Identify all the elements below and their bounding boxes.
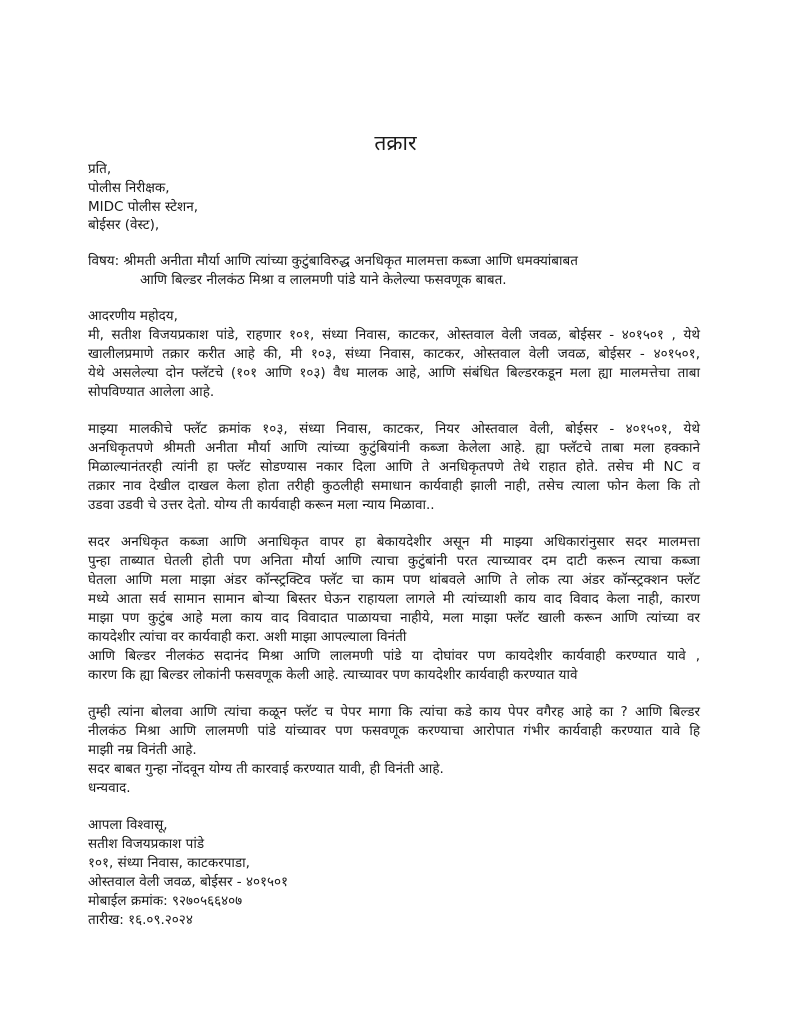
para3-line: कायदेशीर त्यांचा वर कार्यवाही करा. अशी माझा आपल्याला विनंती xyxy=(88,629,407,645)
para4-line: माझी नम्र विनंती आहे. xyxy=(88,742,197,758)
para3-line: पुन्हा ताब्यात घेतली होती पण अनिता मौर्या आणि त्याचा कुटुंबांनी परत त्याच्यावर दम दाटी करून त्याचा कब्जा xyxy=(88,553,700,569)
para3-line: मध्ये आता सर्व सामान सामान बोऱ्या बिस्तर घेऊन राहायला लागले मी त्यांच्याशी काय वाद विवाद केला नाही, कारण xyxy=(88,591,700,607)
para2-line: मिळाल्यानंतरही त्यांनी हा फ्लॅट सोडण्यास नकार दिला आणि ते अनधिकृतपणे तेथे राहात होते. तसेच मी NC व xyxy=(88,459,700,475)
para1-line: येथे असलेल्या दोन फ्लॅटचे (१०१ आणि १०३) वैध मालक आहे, आणि संबंधित बिल्डरकडून मला ह्या मालमत्तेचा ताबा xyxy=(88,365,700,381)
para3-line: माझा पण कुटुंब आहे मला काय वाद विवादात पाळायचा नाहीये, मला माझा फ्लॅट खाली करून आणि त्यांच्या वर xyxy=(88,610,700,626)
para3-line: आणि बिल्डर नीलकंठ सदानंद मिश्रा आणि लालमणी पांडे या दोघांवर पण कायदेशीर कार्यवाही करण्यात यावे , xyxy=(88,648,700,664)
recipient-line: प्रति, xyxy=(88,161,112,177)
para3-line: कारण कि ह्या बिल्डर लोकांनी फसवणूक केली आहे. त्याच्यावर पण कायदेशीर कार्यवाही करण्यात यावे xyxy=(88,667,578,683)
para1-line: मी, सतीश विजयप्रकाश पांडे, राहणार १०१, संध्या निवास, काटकर, ओस्तवाल वेली जवळ, बोईसर - ४०१५०१ , येथे xyxy=(88,327,700,343)
para1-line: खालीलप्रमाणे तक्रार करीत आहे की, मी १०३, संध्या निवास, काटकर, ओस्तवाल वेली जवळ, बोईसर - ४०१५०१, xyxy=(88,346,700,362)
para4-line: तुम्ही त्यांना बोलवा आणि त्यांचा कळून फ्लॅट च पेपर मागा कि त्यांचा कडे काय पेपर वगैरह आहे का ? आणि बिल्डर xyxy=(88,704,700,720)
subject-line: विषय: श्रीमती अनीता मौर्या आणि त्यांच्या कुटुंबाविरुद्ध अनधिकृत मालमत्ता कब्जा आणि धमक्यांबाबत xyxy=(88,253,578,269)
closing-thanks: धन्यवाद. xyxy=(88,780,131,796)
para4-line: सदर बाबत गुन्हा नोंदवून योग्य ती कारवाई करण्यात यावी, ही विनंती आहे. xyxy=(88,761,444,777)
subject-line: आणि बिल्डर नीलकंठ मिश्रा व लालमणी पांडे याने केलेल्या फसवणूक बाबत. xyxy=(140,272,507,288)
para3-line: सदर अनधिकृत कब्जा आणि अनाधिकृत वापर हा बेकायदेशीर असून मी माझ्या अधिकारांनुसार सदर मालमत्ता xyxy=(88,534,700,550)
signature-name: सतीश विजयप्रकाश पांडे xyxy=(88,836,205,852)
signature-date: तारीख: १६.०९.२०२४ xyxy=(88,912,193,928)
signature-address: ओस्तवाल वेली जवळ, बोईसर - ४०१५०१ xyxy=(88,874,289,890)
recipient-line: पोलीस निरीक्षक, xyxy=(88,180,170,196)
para3-line: घेतला आणि मला माझा अंडर कॉन्स्ट्रक्टिव फ्लॅट चा काम पण थांबवले आणि ते लोक त्या अंडर कॉन्स्ट्रक्शन फ्लॅट xyxy=(88,572,700,588)
signature-address: १०१, संध्या निवास, काटकरपाडा, xyxy=(88,855,250,871)
recipient-line: MIDC पोलीस स्टेशन, xyxy=(88,199,198,215)
salutation: आदरणीय महोदय, xyxy=(88,308,178,324)
para1-line: सोपविण्यात आलेला आहे. xyxy=(88,384,215,400)
para2-line: माझ्या मालकीचे फ्लॅट क्रमांक १०३, संध्या निवास, काटकर, नियर ओस्तवाल वेली, बोईसर - ४०१५०१, येथे xyxy=(88,421,700,437)
signature-mobile: मोबाईल क्रमांक: ९२७०५६६४०७ xyxy=(88,893,243,909)
para2-line: उडवा उडवी चे उत्तर देतो. योग्य ती कार्यवाही करून मला न्याय मिळावा.. xyxy=(88,497,435,513)
para2-line: तक्रार नाव देखील दाखल केला होता तरीही कुठलीही समाधान कार्यवाही झाली नाही, तसेच त्याला फोन केला कि तो xyxy=(88,478,700,494)
recipient-line: बोईसर (वेस्ट), xyxy=(88,217,160,233)
letter-title: तक्रार xyxy=(374,131,417,155)
para2-line: अनधिकृतपणे श्रीमती अनीता मौर्या आणि त्यांच्या कुटुंबियांनी कब्जा केलेला आहे. ह्या फ्लॅटचे ताबा मला हक्काने xyxy=(88,440,700,456)
signature-line: आपला विश्वासू, xyxy=(88,817,168,833)
para4-line: नीलकंठ मिश्रा आणि लालमणी पांडे यांच्यावर पण फसवणूक करण्याचा आरोपात गंभीर कार्यवाही करण्यात यावे हि xyxy=(88,723,700,739)
